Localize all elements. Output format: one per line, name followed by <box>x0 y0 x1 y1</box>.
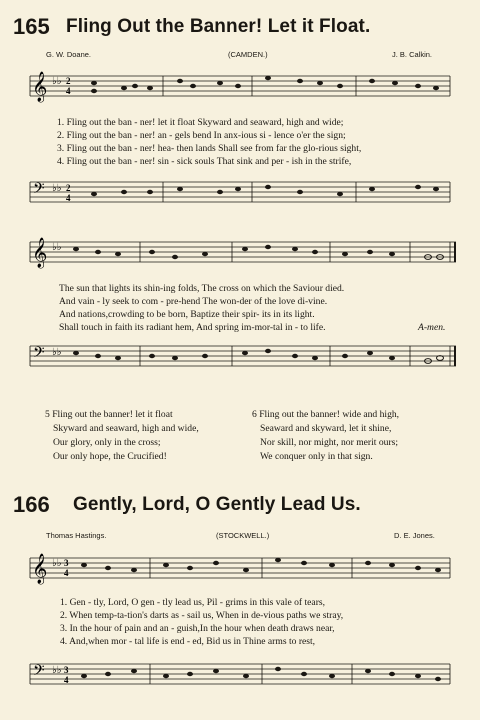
verse-line: 4. Fling out the ban - ner! sin - sick souls That sink and per - ish in the strife, <box>57 156 352 167</box>
svg-text:2: 2 <box>66 183 71 193</box>
verse-line: 3. Fling out the ban - ner! hea- then lands Shall see from far the glo-rious sight, <box>57 143 362 154</box>
bass-clef-icon: 𝄢 <box>33 344 45 365</box>
svg-text:♭♭: ♭♭ <box>52 242 62 253</box>
tune-name: (CAMDEN.) <box>228 50 268 59</box>
verse-line: Shall touch in faith its radiant hem, And spring im-mor-tal in - to life. <box>59 322 326 333</box>
verse-line: 2. Fling out the ban - ner! an - gels bend In anx-ious si - lence o'er the sign; <box>57 130 346 141</box>
bass-clef-icon: 𝄢 <box>33 180 45 201</box>
stanza-6 <box>252 408 399 464</box>
stanza-line: 6 Fling out the banner! wide and high, <box>252 409 400 420</box>
verse-line: 3. In the hour of pain and an - guish,In the hour when death draws near, <box>60 623 335 634</box>
svg-text:2: 2 <box>66 76 71 86</box>
stanza-line: Skyward and seaward, high and wide, <box>53 423 199 434</box>
svg-text:4: 4 <box>64 568 69 578</box>
amen-label: A-men. <box>418 322 446 333</box>
treble-staff <box>0 70 480 115</box>
stanza-line: 5 Fling out the banner! let it float <box>45 409 173 420</box>
hymn-number: 166 <box>13 492 50 517</box>
verse-line: 2. When temp-ta-tion's darts as - sail us, When in de-vious paths we stray, <box>60 610 344 621</box>
verse-line: And vain - ly seek to com - pre-hend The won-der of the love di-vine. <box>59 296 328 307</box>
bass-staff <box>0 172 480 217</box>
treble-clef-icon: 𝄞 <box>32 554 48 584</box>
bass-staff <box>0 336 480 381</box>
stanza-line: Nor skill, nor might, nor merit ours; <box>260 437 399 448</box>
stanza-line: Our glory, only in the cross; <box>53 437 161 448</box>
bass-clef-icon: 𝄢 <box>33 662 45 683</box>
stanza-line: We conquer only in that sign. <box>260 451 373 462</box>
composer-credit: J. B. Calkin. <box>392 50 433 59</box>
svg-text:♭♭: ♭♭ <box>52 183 62 194</box>
verse-line: 1. Fling out the ban - ner! let it float Skyward and seaward, high and wide; <box>57 117 344 128</box>
svg-text:4: 4 <box>66 193 71 203</box>
verse-line: 4. And,when mor - tal life is end - ed, Bid us in Thine arms to rest, <box>60 636 316 647</box>
hymn-title: Fling Out the Banner! Let it Float. <box>66 16 371 37</box>
stanza-5 <box>45 408 199 464</box>
author-credit: Thomas Hastings. <box>46 531 107 540</box>
hymn-title: Gently, Lord, O Gently Lead Us. <box>73 494 361 515</box>
verse-line: And nations,crowding to be born, Baptize their spir- its in its light. <box>59 309 315 320</box>
svg-text:3: 3 <box>64 558 69 568</box>
tune-name: (STOCKWELL.) <box>216 531 270 540</box>
treble-clef-icon: 𝄞 <box>32 72 48 102</box>
stanza-line: Our only hope, the Crucified! <box>53 451 167 462</box>
verse-line: 1. Gen - tly, Lord, O gen - tly lead us, Pil - grims in this vale of tears, <box>60 597 326 608</box>
hymn-number: 165 <box>13 14 50 39</box>
composer-credit: D. E. Jones. <box>394 531 435 540</box>
svg-text:♭♭: ♭♭ <box>52 76 62 87</box>
svg-text:4: 4 <box>66 86 71 96</box>
treble-clef-icon: 𝄞 <box>32 238 48 268</box>
bass-staff <box>0 652 480 697</box>
svg-text:♭♭: ♭♭ <box>52 347 62 358</box>
stanza-line: Seaward and skyward, let it shine, <box>260 423 392 434</box>
svg-text:3: 3 <box>64 665 69 675</box>
treble-staff <box>0 550 480 595</box>
svg-text:♭♭: ♭♭ <box>52 665 62 676</box>
treble-staff <box>0 236 480 281</box>
svg-text:♭♭: ♭♭ <box>52 558 62 569</box>
svg-text:4: 4 <box>64 675 69 685</box>
author-credit: G. W. Doane. <box>46 50 92 59</box>
verse-line: The sun that lights its shin-ing folds, The cross on which the Saviour died. <box>59 283 345 294</box>
